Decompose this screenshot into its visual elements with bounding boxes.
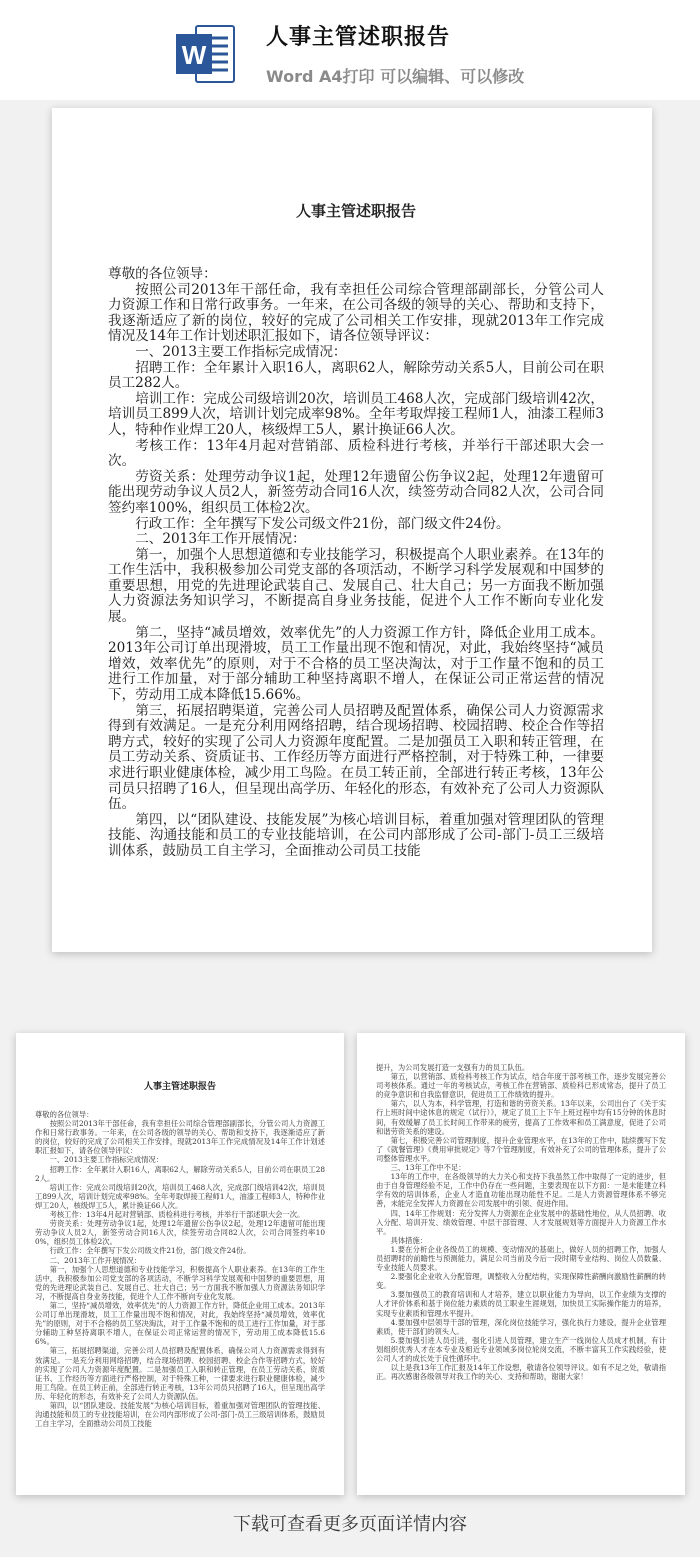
paragraph: 5.要加强引进人员引进，强化引进人员管理，建立生产一线岗位人员成才机制，有计划组织优秀人才在本专业及相近专业领域多岗位轮岗交流，不断丰富其工作实践经验，使公司人才的成长处于良性循环中。 <box>376 1335 666 1363</box>
paragraph: 4.要加强中层领导干部的管理，深化岗位技能学习，强化执行力建设，提升企业管理素质，使干部们的领头人。 <box>376 1317 666 1336</box>
section-heading: 一、2013主要工作指标完成情况： <box>49 1155 164 1165</box>
paragraph: 劳资关系：处理劳动争议1起，处理12年遗留公伤争议2起，处理12年遗留可能出现劳动争议人员2人，新签劳动合同16人次，续签劳动合同82人次，公司合同签约率100%，组织员工体检2次。 <box>35 1219 325 1247</box>
thumbnail-title: 人事主管述职报告 <box>143 1082 216 1092</box>
paragraph: 具体措施： <box>390 1235 428 1245</box>
paragraph: 行政工作：全年撰写下发公司级文件21份，部门级文件24份。 <box>49 1246 251 1256</box>
document-preview-page[interactable] <box>52 108 652 952</box>
section-heading: 三、13年工作中不足： <box>390 1163 466 1173</box>
paragraph: 2.要强化企业收入分配管理，调整收入分配结构，实现保障性薪酬向激励性薪酬的转变。 <box>376 1272 666 1291</box>
document-subtitle: Word A4打印 可以编辑、可以修改 <box>266 67 525 86</box>
paragraph: 以上是我13年工作汇报及14年工作设想，敬请各位领导评议。如有不足之处，敬请指正。再次感谢各级领导对我工作的关心、支持和帮助，谢谢大家！ <box>376 1363 666 1382</box>
word-document-icon <box>174 22 238 86</box>
document-title: 人事主管述职报告 <box>266 25 451 50</box>
paragraph: 培训工作：完成公司级培训20次，培训员工468人次，完成部门级培训42次，培训员工899人次，培训计划完成率98%。全年考取焊接工程师1人，油漆工程师3人，特种作业焊工20人，核级焊工5人，累计换证66人次。 <box>35 1182 325 1210</box>
paragraph: 考核工作：13年4月起对营销部、质检科进行考核，并举行干部述职大会一次。 <box>49 1210 305 1220</box>
paragraph: 第六，以人为本，科学管理，打造和谐的劳资关系。13年以来，公司出台了《关于实行上班时间中途休息的规定（试行）》，规定了员工上下午上班过程中均有15分钟的休息时间，有效缓解了员工长时间工作带来的疲劳，提高了工作效率和员工满意度，促进了公司和谐劳资关系的建设。 <box>376 1099 666 1136</box>
paragraph: 13年的工作中，在各级领导的大力关心和支持下我虽然工作中取得了一定的进步，但由于自身管理经验不足，工作中仍存在一些问题，主要表现在以下方面：一是未能建立科学有效的培训体系，企业人才造血功能出现功能性不足。二是人力资源管理体系不够完善，未能完全发挥人力资源在公司发展中的引领、促进作用。 <box>376 1172 666 1209</box>
paragraph: 劳资关系：处理劳动争议1起，处理12年遗留公伤争议2起，处理12年遗留可能出现劳动争议人员2人，新签劳动合同16人次，续签劳动合同82人次，公司合同签约率100%，组织员工体检2次。 <box>108 468 604 516</box>
section-heading: 二、2013年工作开展情况： <box>135 531 306 548</box>
page-thumbnail-2[interactable] <box>357 1033 685 1495</box>
paragraph: 提升，为公司发展打造一支强有力的员工队伍。 <box>376 1063 530 1072</box>
paragraph: 第一，加强个人思想道德和专业技能学习，积极提高个人职业素养。在13年的工作生活中，我积极参加公司党支部的各项活动，不断学习科学发展观和中国梦的重要思想，用党的先进理论武装自己、发展自己、壮大自己；另一方面我不断加强人力资源法务知识学习，不断提高自身业务技能，促进个人工作不断向专业化发展。 <box>108 546 604 626</box>
paragraph: 1.要在分析企业各级员工的规模、变动情况的基础上，做好人员的招聘工作，加强人员招聘时的前瞻性与预测能力，满足公司当前及今后一段时期专业结构、岗位人员数量、专业技能人员要求。 <box>376 1244 666 1273</box>
paragraph: 第三，拓展招聘渠道，完善公司人员招聘及配置体系，确保公司人力资源需求得到有效满足。一是充分利用网络招聘，结合现场招聘、校园招聘、校企合作等招聘方式，较好的实现了公司人力资源年度配置。二是加强员工入职和转正管理，在员工劳动关系、资质证书、工作经历等方面进行严格控制，对于特殊工种，一律要求进行职业健康体检，减少用工鸟险。在员工转正前，全部进行转正考核，13年公司员只招聘了16人，但呈现出高学历、年轻化的形态，有效补充了公司人力资源队伍。 <box>35 1346 325 1401</box>
paragraph: 按照公司2013年干部任命，我有幸担任公司综合管理部副部长，分管公司人力资源工作和日常行政事务。一年来，在公司各级的领导的关心、帮助和支持下，我逐渐适应了新的岗位，较好的完成了公司相关工作安排，现就2013年工作完成情况及14年工作计划述职汇报如下，请各位领导评议： <box>108 281 604 345</box>
page-thumbnail-1[interactable] <box>16 1033 344 1495</box>
page-title: 人事主管述职报告 <box>295 202 416 220</box>
paragraph: 考核工作：13年4月起对营销部、质检科进行考核，并举行干部述职大会一次。 <box>108 437 604 470</box>
paragraph: 第一，加强个人思想道德和专业技能学习，积极提高个人职业素养。在13年的工作生活中，我积极参加公司党支部的各项活动，不断学习科学发展观和中国梦的重要思想，用党的先进理论武装自己、发展自己、壮大自己；另一方面我不断加强人力资源法务知识学习，不断提高自身业务技能，促进个人工作不断向专业化发展。 <box>35 1264 325 1301</box>
paragraph: 第五，以营销部、质检科考核工作为试点，结合年度干部考核工作，逐步发展完善公司考核体系。通过一年的考核试点，考核工作在营销部、质检科已形成常态，提升了员工的竞争意识和自我监督意识，促进员工工作绩效的提升。 <box>376 1072 666 1100</box>
paragraph: 尊敬的各位领导： <box>35 1110 94 1119</box>
paragraph: 按照公司2013年干部任命，我有幸担任公司综合管理部副部长，分管公司人力资源工作和日常行政事务。一年来，在公司各级的领导的关心、帮助和支持下，我逐渐适应了新的岗位，较好的完成了公司相关工作安排，现就2013年工作完成情况及14年工作计划述职汇报如下，请各位领导评议： <box>35 1119 325 1156</box>
section-heading: 二、2013年工作开展情况： <box>49 1255 142 1265</box>
paragraph: 招聘工作：全年累计入职16人，离职62人，解除劳动关系5人，目前公司在职员工282人。 <box>108 359 604 392</box>
section-heading: 一、2013主要工作指标完成情况： <box>135 343 347 360</box>
paragraph: 第二，坚持“减员增效，效率优先”的人力资源工作方针，降低企业用工成本。2013年公司订单出现滑坡，员工工作量出现不饱和情况，对此，我始终坚持“减员增效，效率优先”的原则，对于不合格的员工坚决淘汰，对于工作量不饱和的员工进行工作加量，对于部分辅助工种坚持离职不增人，在保证公司正常运营的情况下，劳动用工成本降低15.66%。 <box>35 1300 325 1347</box>
paragraph: 第七，积极完善公司管理制度，提升企业管理水平，在13年的工作中，陆续撰写下发了《就餐管理》《费用审批规定》等7个管理制度，有效补充了公司的管理体系，提升了公司整体管理水平。 <box>376 1135 666 1163</box>
paragraph: 尊敬的各位领导： <box>108 266 217 282</box>
paragraph: 招聘工作：全年累计入职16人，离职62人，解除劳动关系5人，目前公司在职员工282人。 <box>35 1164 325 1183</box>
paragraph: 四、14年工作规划：充分发挥人力资源在企业发展中的基础性地位，从人员招聘、收入分配、培训开发、绩效管理、中层干部管理、人才发展规划等方面提升人力资源工作水平。 <box>376 1208 666 1236</box>
paragraph: 行政工作：全年撰写下发公司级文件21份，部门级文件24份。 <box>135 515 510 532</box>
paragraph: 第二，坚持“减员增效，效率优先”的人力资源工作方针，降低企业用工成本。2013年公司订单出现滑坡，员工工作量出现不饱和情况，对此，我始终坚持“减员增效，效率优先”的原则，对于不合格的员工坚决淘汰，对于工作量不饱和的员工进行工作加量，对于部分辅助工种坚持离职不增人，在保证公司正常运营的情况下，劳动用工成本降低15.66%。 <box>108 624 604 704</box>
paragraph: 培训工作：完成公司级培训20次，培训员工468人次，完成部门级培训42次，培训员工899人次，培训计划完成率98%。全年考取焊接工程师1人，油漆工程师3人，特种作业焊工20人，核级焊工5人，累计换证66人次。 <box>108 390 604 438</box>
paragraph: 第四，以“团队建设、技能发展”为核心培训目标，着重加强对管理团队的管理技能、沟通技能和员工的专业技能培训，在公司内部形成了公司-部门-员工三级培训体系，鼓励员工自主学习，全面推动公司员工技能 <box>108 811 604 859</box>
download-more-link[interactable]: 下载可查看更多页面详情内容 <box>233 1514 467 1535</box>
paragraph: 3.要加强员工的教育培训和人才培养，建立以职业能力为导向，以工作业绩为支撑的人才评价体系和基于岗位能力素质的员工职业生涯规划，加快员工实际操作能力的培养，实现专业素质和管理水平提升。 <box>376 1290 666 1318</box>
paragraph: 第四，以“团队建设、技能发展”为核心培训目标，着重加强对管理团队的管理技能、沟通技能和员工的专业技能培训，在公司内部形成了公司-部门-员工三级培训体系，鼓励员工自主学习，全面推动公司员工技能 <box>35 1401 325 1429</box>
header <box>0 0 700 100</box>
word-icon-letter: W <box>181 40 207 70</box>
paragraph: 第三，拓展招聘渠道，完善公司人员招聘及配置体系，确保公司人力资源需求得到有效满足。一是充分利用网络招聘，结合现场招聘、校园招聘、校企合作等招聘方式，较好的实现了公司人力资源年度配置。二是加强员工入职和转正管理，在员工劳动关系、资质证书、工作经历等方面进行严格控制，对于特殊工种，一律要求进行职业健康体检，减少用工鸟险。在员工转正前，全部进行转正考核，13年公司员只招聘了16人，但呈现出高学历、年轻化的形态，有效补充了公司人力资源队伍。 <box>108 702 604 813</box>
